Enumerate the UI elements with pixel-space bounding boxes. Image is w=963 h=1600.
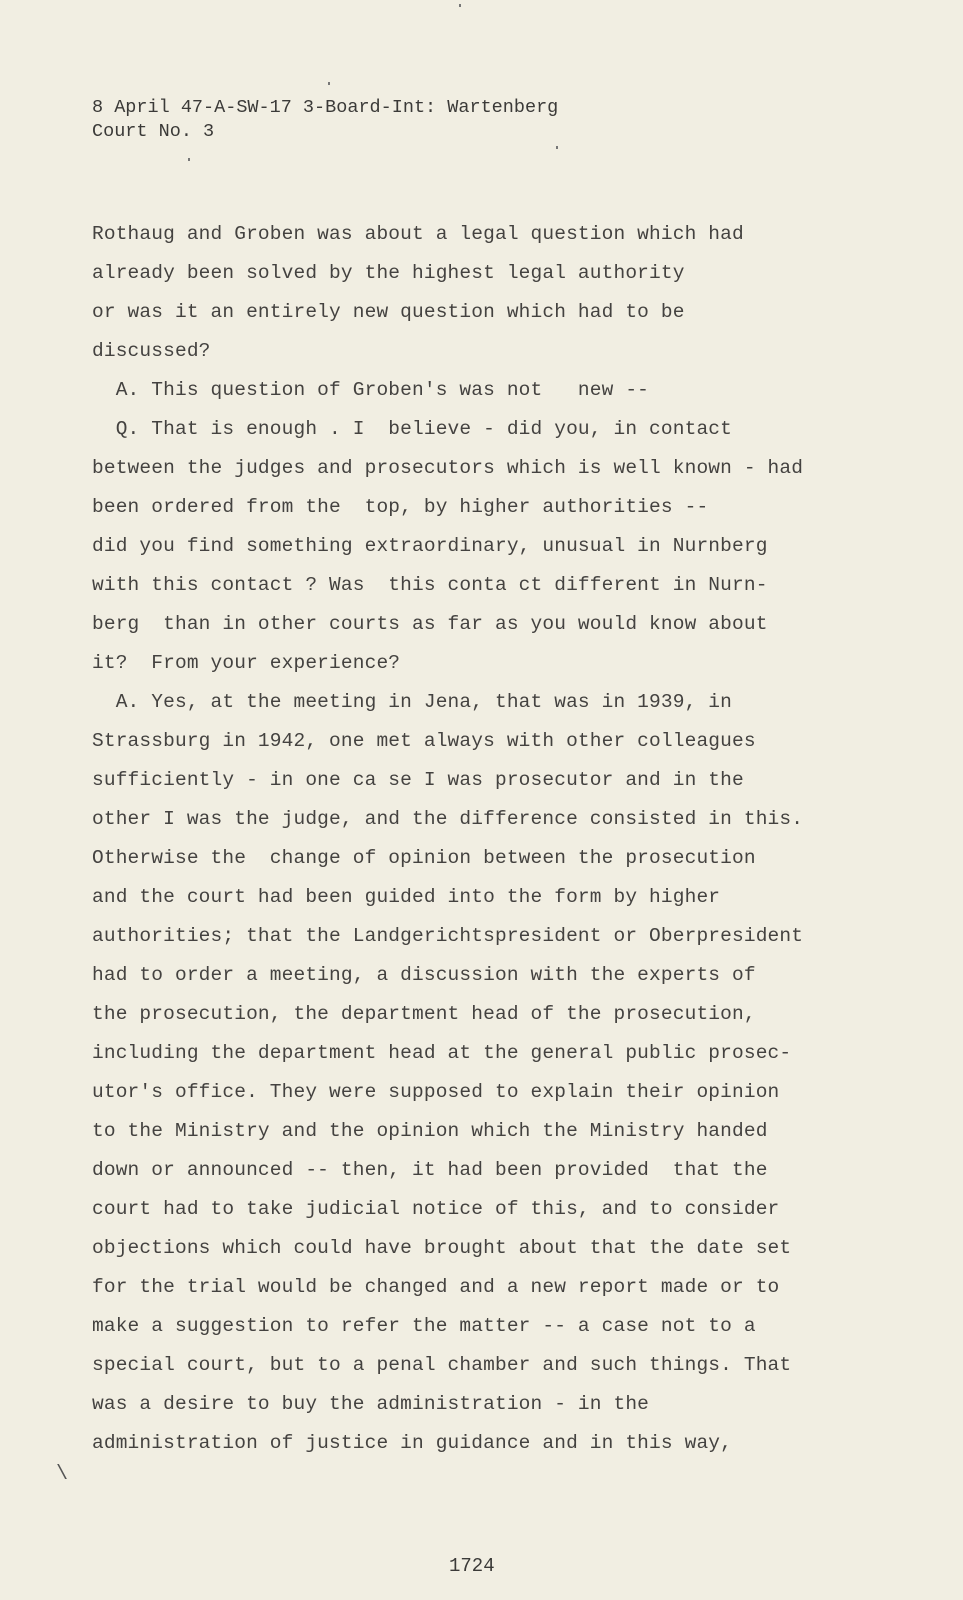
transcript-line: to the Ministry and the opinion which the Ministry handed [92, 1120, 768, 1142]
transcript-line: already been solved by the highest legal authority [92, 262, 685, 284]
transcript-line: Strassburg in 1942, one met always with other colleagues [92, 730, 756, 752]
transcript-line: Rothaug and Groben was about a legal question which had [92, 223, 744, 245]
margin-mark: \ [56, 1463, 69, 1486]
paper-speck [188, 158, 190, 161]
transcript-line: other I was the judge, and the difference consisted in this. [92, 808, 804, 830]
transcript-line: had to order a meeting, a discussion with the experts of [92, 964, 756, 986]
paper-speck [459, 4, 461, 7]
transcript-line: utor's office. They were supposed to explain their opinion [92, 1081, 780, 1103]
header-line-1: 8 April 47-A-SW-17 3-Board-Int: Wartenberg [92, 97, 559, 118]
transcript-line: A. Yes, at the meeting in Jena, that was in 1939, in [92, 691, 733, 713]
transcript-line: Otherwise the change of opinion between the prosecution [92, 847, 756, 869]
transcript-line: sufficiently - in one ca se I was prosecutor and in the [92, 769, 744, 791]
transcript-line: or was it an entirely new question which had to be [92, 301, 685, 323]
transcript-line: objections which could have brought about that the date set [92, 1237, 792, 1259]
transcript-line: was a desire to buy the administration - in the [92, 1393, 650, 1415]
transcript-line: for the trial would be changed and a new report made or to [92, 1276, 780, 1298]
transcript-line: with this contact ? Was this conta ct different in Nurn- [92, 574, 768, 596]
transcript-line: berg than in other courts as far as you would know about [92, 613, 768, 635]
transcript-line: and the court had been guided into the form by higher [92, 886, 721, 908]
transcript-line: special court, but to a penal chamber and such things. That [92, 1354, 792, 1376]
paper-speck [556, 146, 558, 149]
transcript-line: authorities; that the Landgerichtspresident or Oberpresident [92, 925, 804, 947]
transcript-line: it? From your experience? [92, 652, 401, 674]
transcript-line: Q. That is enough . I believe - did you, in contact [92, 418, 733, 440]
page-number: 1724 [449, 1555, 495, 1577]
transcript-line: A. This question of Groben's was not new -- [92, 379, 650, 401]
transcript-line: including the department head at the general public prosec- [92, 1042, 792, 1064]
transcript-line: make a suggestion to refer the matter -- a case not to a [92, 1315, 756, 1337]
transcript-line: discussed? [92, 340, 211, 362]
transcript-line: down or announced -- then, it had been provided that the [92, 1159, 768, 1181]
transcript-line: court had to take judicial notice of this, and to consider [92, 1198, 780, 1220]
transcript-line: been ordered from the top, by higher authorities -- [92, 496, 709, 518]
paper-speck [328, 82, 330, 85]
transcript-line: administration of justice in guidance and in this way, [92, 1432, 733, 1454]
transcript-line: between the judges and prosecutors which is well known - had [92, 457, 804, 479]
transcript-line: did you find something extraordinary, unusual in Nurnberg [92, 535, 768, 557]
transcript-line: the prosecution, the department head of the prosecution, [92, 1003, 756, 1025]
header-line-2: Court No. 3 [92, 121, 215, 142]
document-header [92, 96, 558, 144]
